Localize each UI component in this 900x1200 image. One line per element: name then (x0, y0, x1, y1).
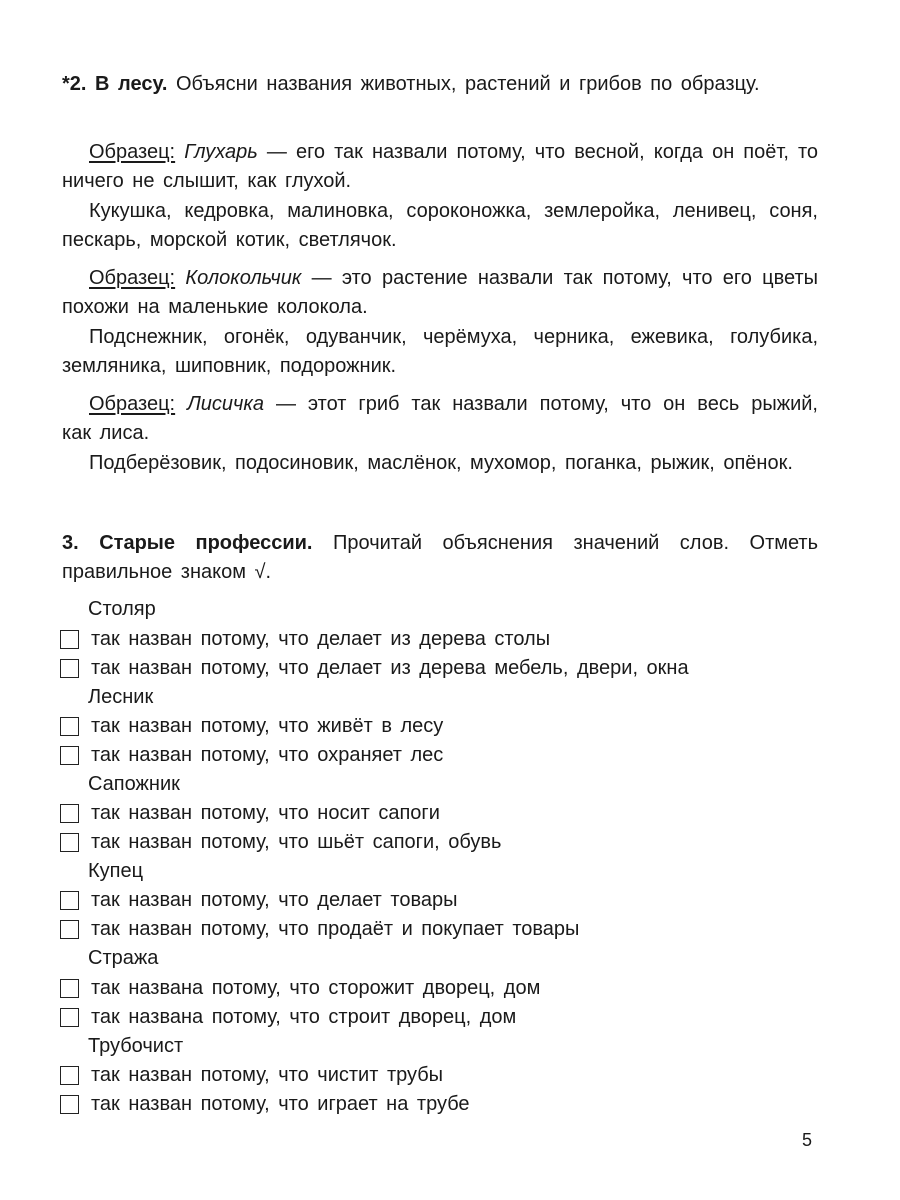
answer-checkbox[interactable] (60, 630, 79, 649)
word-list-2: Подснежник, огонёк, одуванчик, черёмуха, черника, ежевика, голубика, земляника, шиповник, подорожник. (62, 326, 818, 377)
answer-checkbox[interactable] (60, 833, 79, 852)
word-list-1: Кукушка, кедровка, малиновка, сороконожка, землеройка, ленивец, соня, пескарь, морской котик, светлячок. (62, 200, 818, 251)
option-row[interactable] (60, 741, 443, 770)
answer-checkbox[interactable] (60, 659, 79, 678)
task2-heading (62, 70, 818, 99)
profession-word: Трубочист (88, 1035, 184, 1057)
option-text: так назван потому, что играет на трубе (91, 1093, 470, 1115)
option-text: так назван потому, что охраняет лес (91, 744, 444, 766)
profession-word: Купец (88, 860, 144, 882)
option-text: так назван потому, что чистит трубы (91, 1064, 444, 1086)
option-text: так назван потому, что делает из дерева мебель, двери, окна (91, 657, 689, 679)
sample-word: Лисичка (187, 393, 264, 415)
answer-checkbox[interactable] (60, 891, 79, 910)
answer-checkbox[interactable] (60, 746, 79, 765)
sample-text: — это растение назвали так потому, что его цветы похожи на маленькие колокола. (62, 267, 818, 318)
option-row[interactable] (60, 799, 440, 828)
task2-number: *2. (62, 73, 87, 95)
sample-label: Образец: (89, 393, 176, 415)
option-row[interactable] (60, 712, 443, 741)
answer-checkbox[interactable] (60, 717, 79, 736)
task3-title: Старые профессии. (99, 532, 313, 554)
option-row[interactable] (60, 974, 540, 1003)
sample-3 (62, 390, 818, 448)
profession-word: Лесник (88, 686, 154, 708)
option-text: так назван потому, что делает товары (91, 889, 458, 911)
option-row[interactable] (60, 625, 550, 654)
profession-word: Сапожник (88, 773, 180, 795)
option-text: так назван потому, что делает из дерева столы (91, 628, 551, 650)
sample-text: — этот гриб так назвали потому, что он весь рыжий, как лиса. (62, 393, 818, 444)
answer-checkbox[interactable] (60, 1095, 79, 1114)
sample-1 (62, 138, 818, 196)
option-text: так назван потому, что живёт в лесу (91, 715, 444, 737)
profession-word: Столяр (88, 598, 156, 620)
task2-instruction: Объясни названия животных, растений и грибов по образцу. (175, 73, 760, 95)
sample-2 (62, 264, 818, 322)
sample-label: Образец: (89, 141, 176, 163)
answer-checkbox[interactable] (60, 920, 79, 939)
option-row[interactable] (60, 654, 689, 683)
option-text: так назван потому, что продаёт и покупает товары (91, 918, 580, 940)
option-text: так названа потому, что сторожит дворец, дом (91, 977, 541, 999)
sample-text: — его так назвали потому, что весной, когда он поёт, то ничего не слышит, как глухой. (62, 141, 819, 192)
option-row[interactable] (60, 915, 579, 944)
task3-number: 3. (62, 532, 79, 554)
option-text: так назван потому, что шьёт сапоги, обувь (91, 831, 502, 853)
option-row[interactable] (60, 1061, 443, 1090)
option-row[interactable] (60, 886, 457, 915)
answer-checkbox[interactable] (60, 1008, 79, 1027)
task3-heading (62, 529, 818, 587)
option-text: так назван потому, что носит сапоги (91, 802, 440, 824)
option-row[interactable] (60, 828, 501, 857)
option-text: так названа потому, что строит дворец, дом (91, 1006, 517, 1028)
answer-checkbox[interactable] (60, 804, 79, 823)
option-row[interactable] (60, 1003, 516, 1032)
profession-word: Стража (88, 947, 159, 969)
task2-title: В лесу. (95, 73, 168, 95)
option-row[interactable] (60, 1090, 470, 1119)
answer-checkbox[interactable] (60, 979, 79, 998)
task3-instruction: Прочитай объяснения значений слов. Отметь правильное знаком √. (62, 532, 819, 583)
sample-label: Образец: (89, 267, 176, 289)
sample-word: Колокольчик (185, 267, 302, 289)
page-number: 5 (801, 1130, 812, 1150)
sample-word: Глухарь (184, 141, 258, 163)
answer-checkbox[interactable] (60, 1066, 79, 1085)
word-list-3: Подберёзовик, подосиновик, маслёнок, мухомор, поганка, рыжик, опёнок. (89, 452, 793, 474)
